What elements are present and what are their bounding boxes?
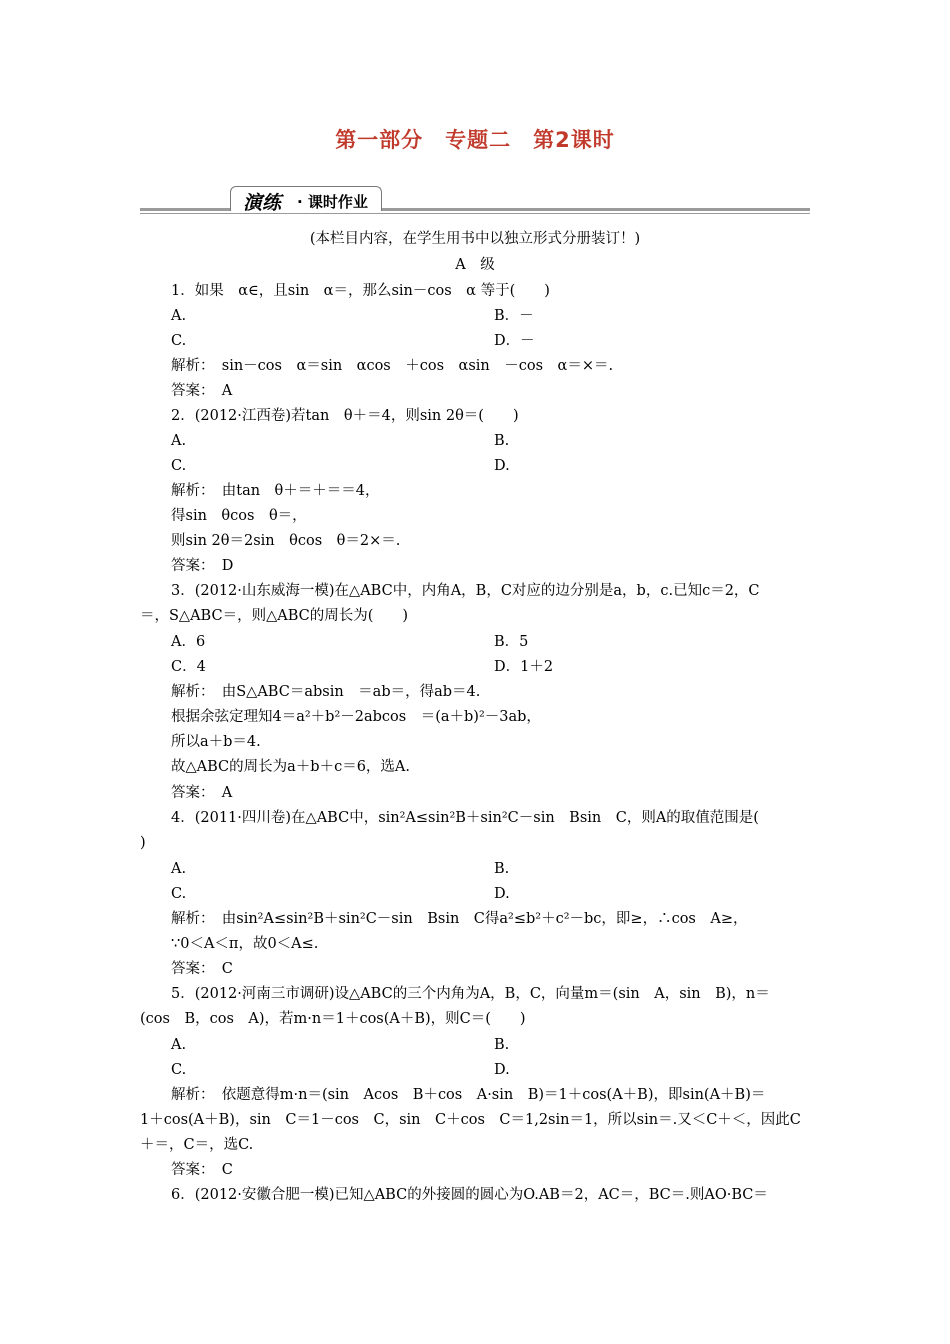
text-line: C.: [171, 458, 187, 474]
text-line: B．－: [494, 308, 534, 324]
text-line: 得sin θcos θ＝，: [171, 508, 307, 524]
text-line: 解析： 由tan θ＋＝＋＝＝4，: [171, 483, 380, 499]
text-line: (cos B，cos A)，若m·n＝1＋cos(A＋B)，则C＝( ): [140, 1011, 526, 1027]
level-heading: A 级: [455, 257, 495, 273]
text-line: ＋＝，C＝，选C.: [140, 1137, 254, 1153]
text-line: A.: [171, 1037, 187, 1053]
text-line: A.: [171, 861, 187, 877]
text-line: 6．(2012·安徽合肥一模)已知△ABC的外接圆的圆心为O.AB＝2，AC＝，BC＝.则AO·BC＝: [171, 1187, 768, 1203]
text-line: A．6: [171, 634, 206, 650]
text-line: C．4: [171, 659, 206, 675]
banner-label: · 课时作业: [297, 193, 368, 211]
text-line: 答案： C: [171, 961, 233, 977]
text-line: C.: [171, 1062, 187, 1078]
text-line: B.: [494, 861, 510, 877]
text-line: 答案： A: [171, 785, 233, 801]
banner-rule-thin: [140, 213, 810, 214]
section-banner: [140, 186, 810, 216]
text-line: 则sin 2θ＝2sin θcos θ＝2×＝.: [171, 533, 401, 549]
text-line: D.: [494, 1062, 510, 1078]
text-line: ＝，S△ABC＝，则△ABC的周长为( ): [140, 608, 409, 624]
text-line: D.: [494, 886, 510, 902]
text-line: 答案： D: [171, 558, 234, 574]
text-line: B.: [494, 1037, 510, 1053]
text-line: D．－: [494, 333, 535, 349]
text-line: 3．(2012·山东威海一模)在△ABC中，内角A，B，C对应的边分别是a，b，c.已知c＝2，C: [171, 583, 760, 599]
text-line: ): [140, 835, 146, 851]
text-line: 解析： 由sin²A≤sin²B＋sin²C－sin Bsin C得a²≤b²＋c²－bc，即≥，∴cos A≥，: [171, 911, 748, 927]
text-line: A.: [171, 308, 187, 324]
binding-note: (本栏目内容，在学生用书中以独立形式分册装订！): [309, 231, 641, 247]
text-line: 答案： A: [171, 383, 233, 399]
text-line: C.: [171, 333, 187, 349]
text-line: 所以a＋b＝4.: [171, 734, 261, 750]
text-line: 解析： 依题意得m·n＝(sin Acos B＋cos A·sin B)＝1＋cos(A＋B)，即sin(A＋B)＝: [171, 1087, 766, 1103]
text-line: 解析： sin－cos α＝sin αcos ＋cos αsin －cos α＝×＝.: [171, 358, 614, 374]
text-line: 5．(2012·河南三市调研)设△ABC的三个内角为A，B，C，向量m＝(sin A，sin B)，n＝: [171, 986, 770, 1002]
banner-script-text: 演练: [243, 192, 282, 214]
text-line: ∵0＜A＜π，故0＜A≤.: [171, 936, 319, 952]
text-line: 1．如果 α∈，且sin α＝，那么sin－cos α 等于( ): [171, 283, 550, 299]
page-title: 第一部分 专题二 第2课时: [335, 128, 615, 152]
text-line: B．5: [494, 634, 529, 650]
text-line: 根据余弦定理知4＝a²＋b²－2abcos ＝(a＋b)²－3ab，: [171, 709, 541, 725]
text-line: D．1＋2: [494, 659, 554, 675]
banner-tab: [230, 186, 382, 214]
text-line: A.: [171, 433, 187, 449]
text-line: 1＋cos(A＋B)，sin C＝1－cos C，sin C＋cos C＝1,2sin＝1，所以sin＝.又＜C＋＜，因此C: [140, 1112, 801, 1128]
text-line: 2．(2012·江西卷)若tan θ＋＝4，则sin 2θ＝( ): [171, 408, 519, 424]
text-line: C.: [171, 886, 187, 902]
text-line: 故△ABC的周长为a＋b＋c＝6，选A.: [171, 759, 410, 775]
text-line: B.: [494, 433, 510, 449]
text-line: D.: [494, 458, 510, 474]
text-line: 解析： 由S△ABC＝absin ＝ab＝，得ab＝4.: [171, 684, 481, 700]
text-line: 答案： C: [171, 1162, 233, 1178]
text-line: 4．(2011·四川卷)在△ABC中，sin²A≤sin²B＋sin²C－sin Bsin C，则A的取值范围是(: [171, 810, 759, 826]
